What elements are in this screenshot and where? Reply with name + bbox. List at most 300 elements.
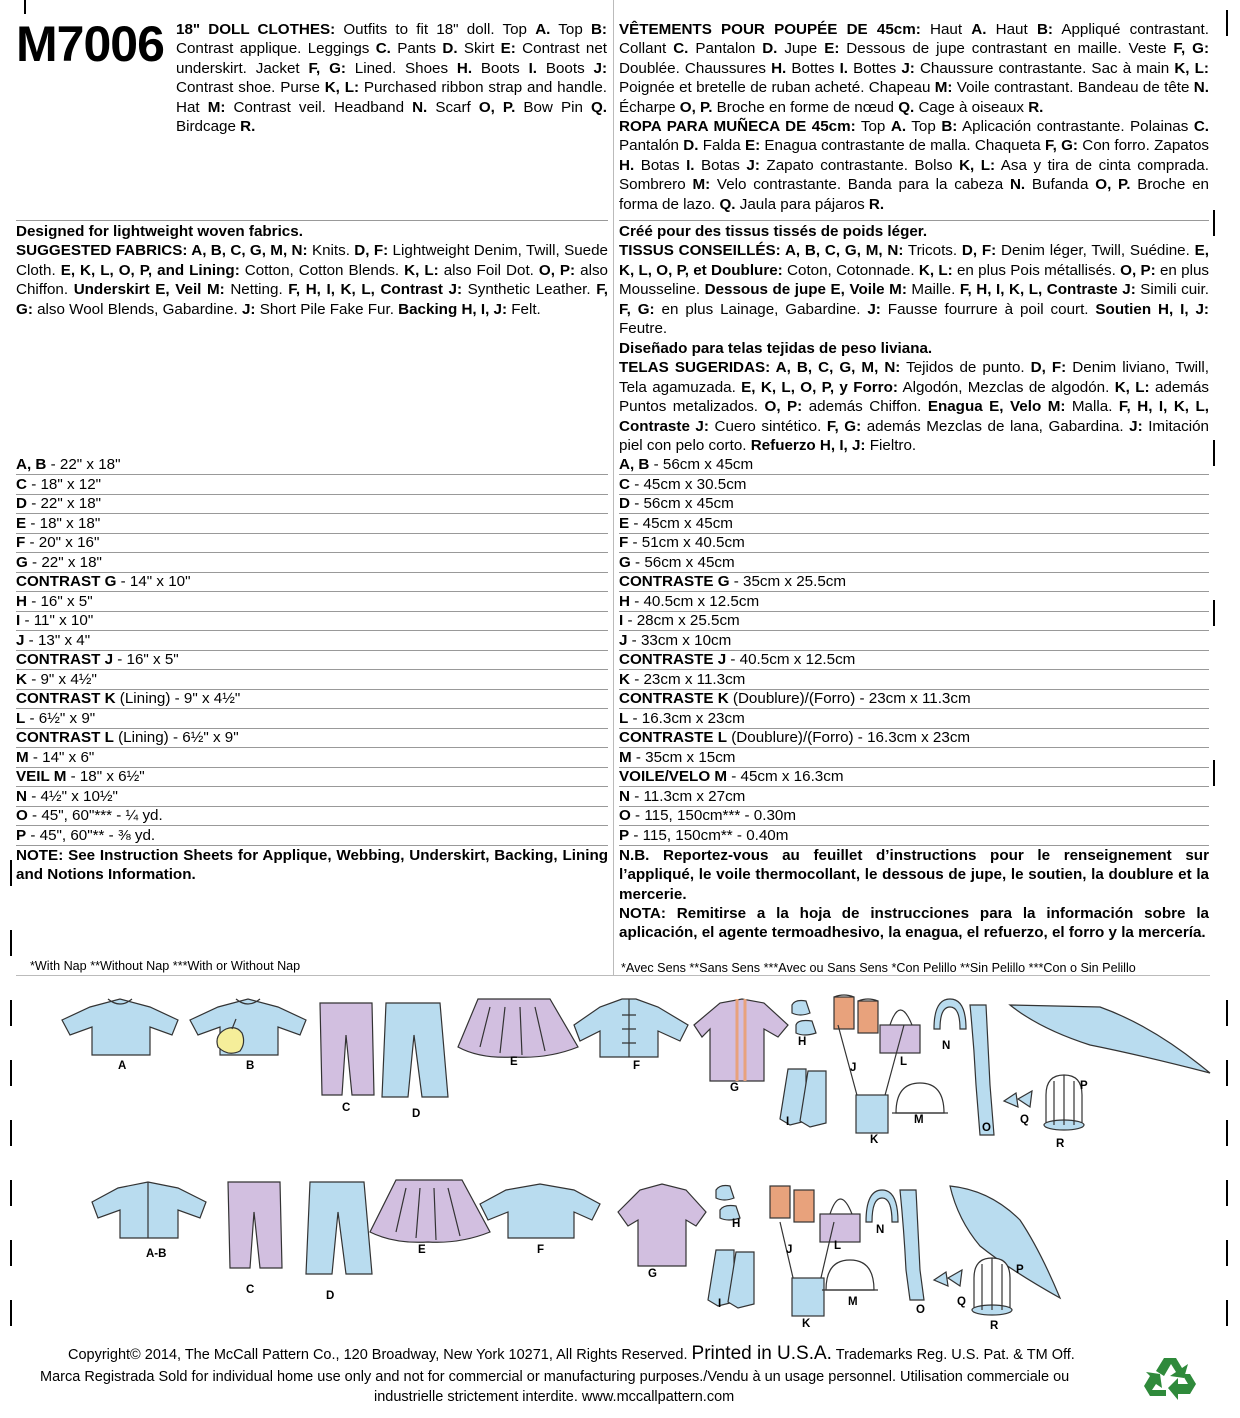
text-segment: Skirt — [457, 40, 501, 58]
yardage-amount: - 18" x 18" — [26, 514, 101, 532]
text-segment: Soutien H, I, J: — [1095, 300, 1209, 318]
yardage-view-label: C — [619, 475, 630, 493]
bow-pin-q-front — [1004, 1091, 1032, 1107]
text-segment: Boots — [537, 59, 594, 77]
text-segment: Tricots. — [903, 242, 962, 260]
yardage-row — [619, 611, 1209, 631]
label-ab: A-B — [146, 1248, 167, 1260]
yardage-amount: (Doublure)/(Forro) - 16.3cm x 23cm — [727, 729, 971, 746]
yardage-amount: - 51cm x 40.5cm — [628, 534, 745, 551]
yardage-row — [16, 826, 608, 846]
hat-m-front — [892, 1083, 948, 1113]
text-segment: Jaula para pájaros — [735, 195, 869, 213]
text-segment: en plus Mousseline. — [619, 261, 1210, 299]
yardage-view-label: VOILE/VELO M — [619, 768, 728, 785]
label-i: I — [786, 1116, 790, 1128]
text-segment: Q. — [719, 195, 736, 213]
text-segment: Pants — [390, 40, 443, 58]
leggings-c-back — [228, 1182, 282, 1268]
text-segment: I. — [839, 59, 849, 77]
label-p: P — [1080, 1080, 1088, 1092]
yardage-view-label: C — [16, 475, 27, 493]
text-segment: R. — [240, 118, 256, 136]
text-segment: Créé pour des tissus tissés de poids léger. — [619, 223, 928, 240]
headband-n-back — [866, 1190, 898, 1222]
text-segment: Poignée et bretelle de ruban acheté. Chapeau — [619, 79, 935, 97]
yardage-row — [619, 709, 1209, 729]
yardage-amount: - 22" x 18" — [27, 553, 102, 571]
shoes-h-front — [792, 1001, 816, 1036]
yardage-view-label: I — [619, 612, 624, 629]
text-segment: M: — [692, 176, 711, 194]
yardage-view-label: O — [16, 807, 28, 824]
yardage-view-label: L — [619, 709, 629, 727]
yardage-amount: - 45", 60"** - ⅜ yd. — [26, 826, 156, 844]
text-segment: O, P: — [1120, 261, 1156, 279]
yardage-amount: - 13" x 4" — [24, 631, 91, 649]
text-segment: Zapato contrastante. Bolso — [759, 156, 960, 174]
text-segment: Lightweight Denim, Twill, Suede Cloth. — [16, 242, 608, 279]
text-segment: J: — [1129, 417, 1143, 435]
text-segment: en plus Lainage, Gabardine. — [654, 300, 868, 318]
yardage-view-label: L — [16, 709, 26, 727]
text-segment: E: — [744, 137, 761, 155]
text-segment: Coton, Cotonnade. — [782, 261, 919, 279]
yardage-view-label: CONTRAST J — [16, 651, 114, 668]
text-segment: F, H, I, K, L, Contrast J: — [288, 281, 462, 299]
text-segment: also Wool Blends, Gabardine. — [32, 300, 242, 318]
text-segment: además Chiffon. — [802, 398, 928, 416]
text-segment: Maille. — [906, 281, 960, 299]
text-segment: N. — [1193, 79, 1209, 97]
nap-legend-french-spanish: *Avec Sens **Sans Sens ***Avec ou Sans Sens *Con Pelillo **Sin Pelillo ***Con o Sin Pelillo — [621, 961, 1136, 975]
text-segment: Diseñado para telas tejidas de peso liviana. — [619, 340, 933, 357]
label-o-back: O — [916, 1304, 925, 1316]
text-segment: en plus Pois métallisés. — [952, 261, 1121, 279]
yardage-amount: - 4½" x 10½" — [26, 787, 118, 805]
text-segment: I. — [686, 156, 695, 174]
yardage-amount: - 16" x 5" — [113, 651, 179, 668]
text-segment: Contrast veil. Headband — [225, 98, 413, 116]
text-segment: E: — [824, 40, 840, 58]
yardage-amount: - 33cm x 10cm — [627, 631, 732, 649]
yardage-row — [16, 767, 608, 787]
yardage-view-label: K — [16, 670, 27, 688]
text-segment: Aplicación contrastante. Polainas — [957, 118, 1194, 135]
text-segment: Netting. — [224, 281, 289, 299]
yardage-view-label: J — [16, 631, 25, 649]
shoes-h-back — [716, 1186, 740, 1221]
yardage-view-label: D — [619, 495, 630, 512]
pattern-number: M7006 — [16, 16, 164, 72]
text-segment: B: — [1036, 21, 1053, 38]
yardage-amount: - 18" x 6½" — [66, 768, 145, 785]
yardage-amount: (Doublure)/(Forro) - 23cm x 11.3cm — [728, 690, 971, 707]
text-segment: Doublée. Chaussures — [619, 59, 772, 77]
text-segment: Backing H, I, J: — [398, 300, 508, 318]
skirt-e-front — [458, 999, 578, 1057]
jacket-g-back — [618, 1184, 706, 1266]
text-segment: Bottes — [786, 59, 840, 77]
text-segment: D, F: — [961, 242, 997, 260]
label-k-back: K — [802, 1318, 811, 1330]
yardage-view-label: CONTRAST L — [16, 729, 114, 746]
yardage-row — [619, 533, 1209, 553]
text-segment: O, P. — [478, 98, 516, 116]
text-segment: Knits. — [307, 242, 355, 260]
text-segment: also Foil Dot. — [438, 261, 539, 279]
scarf-p-front — [1010, 1005, 1210, 1073]
note-french: N.B. Reportez-vous au feuillet d’instructions pour le renseignement sur l’appliqué, le voile thermocollant, le dessous de jupe, le soutien, la doublure et la mercerie. — [619, 847, 1209, 903]
yardage-view-label: F — [16, 534, 26, 551]
label-m: M — [914, 1114, 924, 1126]
yardage-amount: - 45cm x 45cm — [629, 514, 733, 532]
text-segment: F, G: — [16, 281, 608, 318]
text-segment: Dessous de jupe contrastant en maille. Veste — [839, 40, 1174, 58]
yardage-amount: - 56cm x 45cm — [649, 456, 754, 473]
yardage-view-label: CONTRASTE J — [619, 651, 727, 668]
text-segment: O, P: — [538, 261, 576, 279]
label-n-back: N — [876, 1224, 885, 1236]
text-segment: Voile contrastant. Bandeau de tête — [952, 79, 1194, 97]
text-segment: O, P. — [1095, 176, 1131, 194]
back-view-illustrations — [0, 1150, 1240, 1330]
text-segment: J: — [593, 59, 608, 77]
yardage-amount: - 14" x 6" — [28, 748, 95, 766]
text-segment: J: — [901, 59, 915, 77]
text-segment: E, K, L, O, P, and Lining: — [60, 261, 240, 279]
text-segment: C. — [673, 40, 689, 58]
text-segment: A. — [890, 118, 907, 135]
yardage-row — [16, 475, 608, 495]
text-segment: M: — [934, 79, 953, 97]
text-segment: Imitación piel con pelo corto. — [619, 417, 1209, 455]
yardage-row — [16, 455, 608, 475]
label-g: G — [730, 1082, 739, 1094]
text-segment: N. — [1009, 176, 1026, 194]
text-segment: Fausse fourrure à poil court. — [880, 300, 1096, 318]
front-view-illustrations — [0, 985, 1240, 1165]
yardage-row — [16, 748, 608, 768]
label-d: D — [412, 1108, 421, 1120]
text-segment: Dessous de jupe E, Voile M: — [704, 281, 907, 299]
yardage-amount: (Lining) - 9" x 4½" — [115, 690, 241, 707]
yardage-view-label: A, B — [619, 456, 650, 473]
text-segment: K, L: — [1114, 378, 1150, 396]
yardage-view-label: E — [619, 514, 630, 532]
french-description — [619, 20, 1209, 117]
text-segment: Tejidos de punto. — [900, 359, 1031, 377]
text-segment: VÊTEMENTS POUR POUPÉE DE 45cm: — [619, 21, 921, 38]
text-segment: Felt. — [507, 300, 541, 318]
text-segment: Haut — [986, 21, 1037, 38]
yardage-view-label: H — [619, 592, 630, 610]
yardage-row — [16, 787, 608, 807]
text-segment: H. — [619, 156, 635, 174]
edge-tick — [1213, 600, 1215, 626]
top-b-front — [190, 999, 306, 1055]
yardage-amount: - 16.3cm x 23cm — [628, 709, 745, 727]
yardage-row — [619, 572, 1209, 592]
text-segment: D. — [762, 40, 778, 58]
yardage-amount: - 115, 150cm*** - 0.30m — [630, 807, 796, 824]
yardage-row — [16, 553, 608, 573]
label-m-back: M — [848, 1296, 858, 1308]
label-j: J — [850, 1062, 857, 1074]
text-segment: además Mezclas de lana, Gabardina. — [861, 417, 1130, 435]
text-segment: Broche en forme de nœud — [712, 98, 899, 116]
text-segment: D, F: — [1030, 359, 1067, 377]
yardage-amount: - 11.3cm x 27cm — [629, 787, 746, 805]
label-h-back: H — [732, 1218, 741, 1230]
yardage-row — [619, 650, 1209, 670]
label-a: A — [118, 1060, 127, 1072]
text-segment: Q. — [590, 98, 607, 116]
boots-j-back — [770, 1186, 814, 1222]
purse-l-front — [880, 1010, 920, 1053]
label-n: N — [942, 1040, 951, 1052]
label-d-back: D — [326, 1290, 335, 1302]
text-segment: F, G: — [619, 300, 655, 318]
yardage-view-label: N — [619, 787, 630, 805]
text-segment: Malla. — [1065, 398, 1119, 416]
yardage-row — [16, 806, 608, 826]
text-segment: 18" DOLL CLOTHES: — [176, 21, 336, 38]
english-description — [176, 20, 607, 136]
text-segment: Botas — [634, 156, 687, 174]
text-segment: TELAS SUGERIDAS: A, B, C, G, M, N: — [619, 359, 901, 377]
spanish-fabrics — [619, 339, 1209, 455]
text-segment: Synthetic Leather. — [462, 281, 597, 299]
yardage-row — [16, 689, 608, 709]
yardage-row — [16, 631, 608, 651]
boots-i-back — [708, 1250, 754, 1308]
yardage-row — [619, 787, 1209, 807]
text-segment: Algodón, Mezclas de algodón. — [897, 378, 1115, 396]
text-segment: Cuero sintético. — [708, 417, 827, 435]
text-segment: Pantalón — [619, 137, 684, 155]
yardage-view-label: D — [16, 495, 27, 512]
text-segment: Outfits to fit 18" doll. Top — [335, 21, 536, 38]
nap-legend-english: *With Nap **Without Nap ***With or Without Nap — [30, 959, 301, 973]
yardage-view-label: F — [619, 534, 629, 551]
copyright-line-1 — [68, 1344, 1075, 1365]
text-segment: K, L: — [404, 261, 439, 279]
label-c: C — [342, 1102, 351, 1114]
text-segment: Botas — [694, 156, 747, 174]
label-e: E — [510, 1056, 518, 1068]
yardage-view-label: H — [16, 592, 27, 610]
yardage-row — [16, 650, 608, 670]
yardage-amount: - 45", 60"*** - ¼ yd. — [27, 807, 163, 824]
text-segment: Contrast shoe. Purse — [176, 79, 325, 97]
bow-pin-q-back — [934, 1270, 962, 1286]
leggings-c-front — [320, 1003, 374, 1095]
yardage-view-label: P — [16, 826, 27, 844]
text-segment: K, L: — [1174, 59, 1209, 77]
yardage-row — [619, 494, 1209, 514]
text-segment: Bow Pin — [515, 98, 591, 116]
edge-tick — [10, 930, 12, 956]
purse-l-back — [820, 1199, 860, 1242]
yardage-amount: - 22" x 18" — [46, 456, 121, 473]
label-l: L — [900, 1056, 908, 1068]
text-segment: K, L: — [959, 156, 996, 174]
text-segment: K, L: — [324, 79, 360, 97]
text-segment: O, P: — [764, 398, 803, 416]
yardage-view-label: CONTRASTE K — [619, 690, 729, 707]
yardage-amount: - 20" x 16" — [25, 534, 100, 551]
text-segment: B: — [941, 118, 958, 135]
text-segment: Top — [855, 118, 891, 135]
yardage-amount: - 23cm x 11.3cm — [629, 670, 746, 688]
jacket-g-front — [694, 999, 788, 1081]
label-l-back: L — [834, 1240, 842, 1252]
edge-tick — [1226, 10, 1228, 36]
scarf-o-back — [900, 1190, 924, 1300]
yardage-row — [619, 767, 1209, 787]
divider — [16, 220, 608, 221]
french-fabrics — [619, 222, 1209, 338]
birdcage-r-back — [972, 1258, 1012, 1315]
text-segment: Denim liviano, Twill, Tela agamuzada. — [619, 359, 1209, 396]
text-segment: Asa y tira de cinta comprada. Sombrero — [619, 156, 1209, 194]
label-q-back: Q — [957, 1296, 966, 1308]
text-segment: Denim léger, Twill, Suédine. — [996, 242, 1195, 260]
label-e-back: E — [418, 1244, 426, 1256]
note-spanish: NOTA: Remitirse a la hoja de instrucciones para la información sobre la aplicación, el agente termoadhesivo, la enagua, el refuerzo, el forro y la mercería. — [619, 905, 1209, 942]
text-segment: Falda — [698, 137, 745, 155]
column-divider — [613, 0, 614, 975]
text-segment: also Chiffon. — [16, 261, 608, 299]
jacket-f-back — [480, 1184, 600, 1238]
yardage-view-label: CONTRAST K — [16, 690, 116, 707]
text-segment: Q. — [898, 98, 915, 116]
text-segment: Velo contrastante. Banda para la cabeza — [710, 176, 1010, 194]
yardage-amount: - 6½" x 9" — [25, 709, 96, 727]
yardage-amount: - 56cm x 45cm — [629, 495, 734, 512]
text-segment: Cotton, Cotton Blends. — [239, 261, 405, 279]
edge-tick — [10, 860, 12, 886]
text-segment: M: — [207, 98, 226, 116]
copyright-line-2: Marca Registrada Sold for individual home use only and not for commercial or manufacturing purposes./Vendu à un usage personnel. Utilisation commerciale ou — [40, 1369, 1070, 1385]
label-g-back: G — [648, 1268, 657, 1280]
yardage-amount: - 56cm x 45cm — [630, 553, 735, 571]
text-segment: E, K, L, O, P, et Doublure: — [619, 242, 1209, 279]
text-segment: Designed for lightweight woven fabrics. — [16, 223, 303, 240]
english-fabrics — [16, 222, 608, 319]
yardage-view-label: CONTRASTE G — [619, 573, 730, 590]
printed-in: Printed in U.S.A. — [691, 1343, 832, 1364]
yardage-view-label: G — [16, 553, 28, 571]
text-segment: Underskirt E, Veil M: — [73, 281, 225, 299]
label-r: R — [1056, 1138, 1065, 1150]
yardage-view-label: G — [619, 553, 631, 571]
yardage-amount: - 40.5cm x 12.5cm — [726, 651, 856, 668]
text-segment: E, K, L, O, P, y Forro: — [741, 378, 898, 396]
text-segment: N. — [412, 98, 428, 116]
text-segment: Boots — [472, 59, 529, 77]
text-segment: J: — [867, 300, 881, 318]
text-segment: K, L: — [918, 261, 953, 279]
yardage-view-label: A, B — [16, 456, 47, 473]
text-segment: Enagua contrastante de malla. Chaqueta — [760, 137, 1046, 155]
top-a-front — [62, 999, 178, 1055]
text-segment: Enagua E, Velo M: — [927, 398, 1066, 416]
trademarks: Trademarks Reg. U.S. Pat. & TM Off. — [835, 1347, 1075, 1363]
pants-d-back — [306, 1182, 372, 1274]
pants-d-front — [382, 1003, 448, 1097]
text-segment: Cage à oiseaux — [914, 98, 1029, 116]
label-k: K — [870, 1134, 879, 1146]
yardage-amount: - 35cm x 25.5cm — [729, 573, 847, 590]
yardage-row — [16, 494, 608, 514]
text-segment: Birdcage — [176, 118, 241, 136]
text-segment: TISSUS CONSEILLÉS: A, B, C, G, M, N: — [619, 242, 904, 260]
label-j-back: J — [786, 1244, 793, 1256]
text-segment: Écharpe — [619, 98, 680, 116]
text-segment: D, F: — [354, 242, 389, 260]
text-segment: Refuerzo H, I, J: — [750, 437, 866, 455]
jacket-f-front — [574, 999, 688, 1057]
spanish-description — [619, 117, 1209, 214]
text-segment: además Puntos metalizados. — [619, 378, 1209, 416]
text-segment: Chaussure contrastante. Sac à main — [914, 59, 1175, 77]
text-segment: ROPA PARA MUÑECA DE 45cm: — [619, 118, 856, 135]
text-segment: A. — [971, 21, 987, 38]
text-segment: Purchased ribbon strap and handle. Hat — [176, 79, 607, 116]
text-segment: Bottes — [848, 59, 902, 77]
yardage-row — [619, 475, 1209, 495]
yardage-amount: - 35cm x 15cm — [631, 748, 736, 766]
label-c-back: C — [246, 1284, 255, 1296]
yardage-row — [619, 455, 1209, 475]
label-b: B — [246, 1060, 255, 1072]
text-segment: Fieltro. — [865, 437, 917, 455]
text-segment: A. — [535, 21, 551, 38]
label-r-back: R — [990, 1320, 999, 1332]
text-segment: Jupe — [777, 40, 825, 58]
yardage-row — [16, 709, 608, 729]
text-segment: Simili cuir. — [1135, 281, 1209, 299]
text-segment: Lined. Shoes — [345, 59, 457, 77]
yardage-row — [16, 611, 608, 631]
yardage-amount: - 115, 150cm** - 0.40m — [629, 826, 789, 844]
text-segment: I. — [528, 59, 538, 77]
yardage-view-label: O — [619, 807, 631, 824]
text-segment: Haut — [920, 21, 972, 38]
yardage-row — [619, 631, 1209, 651]
text-segment: H. — [456, 59, 473, 77]
yardage-row — [619, 592, 1209, 612]
yardage-view-label: M — [619, 748, 632, 766]
text-segment: Scarf — [427, 98, 479, 116]
label-i-back: I — [718, 1298, 722, 1310]
text-segment: E: — [500, 40, 516, 58]
copyright-text: Copyright© 2014, The McCall Pattern Co., 120 Broadway, New York 10271, All Rights Reserved. — [68, 1347, 688, 1363]
yardage-view-label: E — [16, 514, 27, 532]
divider — [619, 220, 1209, 221]
yardage-row — [619, 670, 1209, 690]
text-segment: SUGGESTED FABRICS: A, B, C, G, M, N: — [16, 242, 308, 260]
yardage-amount: - 45cm x 16.3cm — [727, 768, 844, 785]
yardage-row — [16, 728, 608, 748]
yardage-view-label: J — [619, 631, 628, 649]
yardage-view-label: P — [619, 826, 630, 844]
text-segment: Con forro. Zapatos — [1077, 137, 1209, 155]
text-segment: Top — [906, 118, 942, 135]
note-english: NOTE: See Instruction Sheets for Applique, Webbing, Underskirt, Backing, Lining and Notions Information. — [16, 847, 608, 884]
